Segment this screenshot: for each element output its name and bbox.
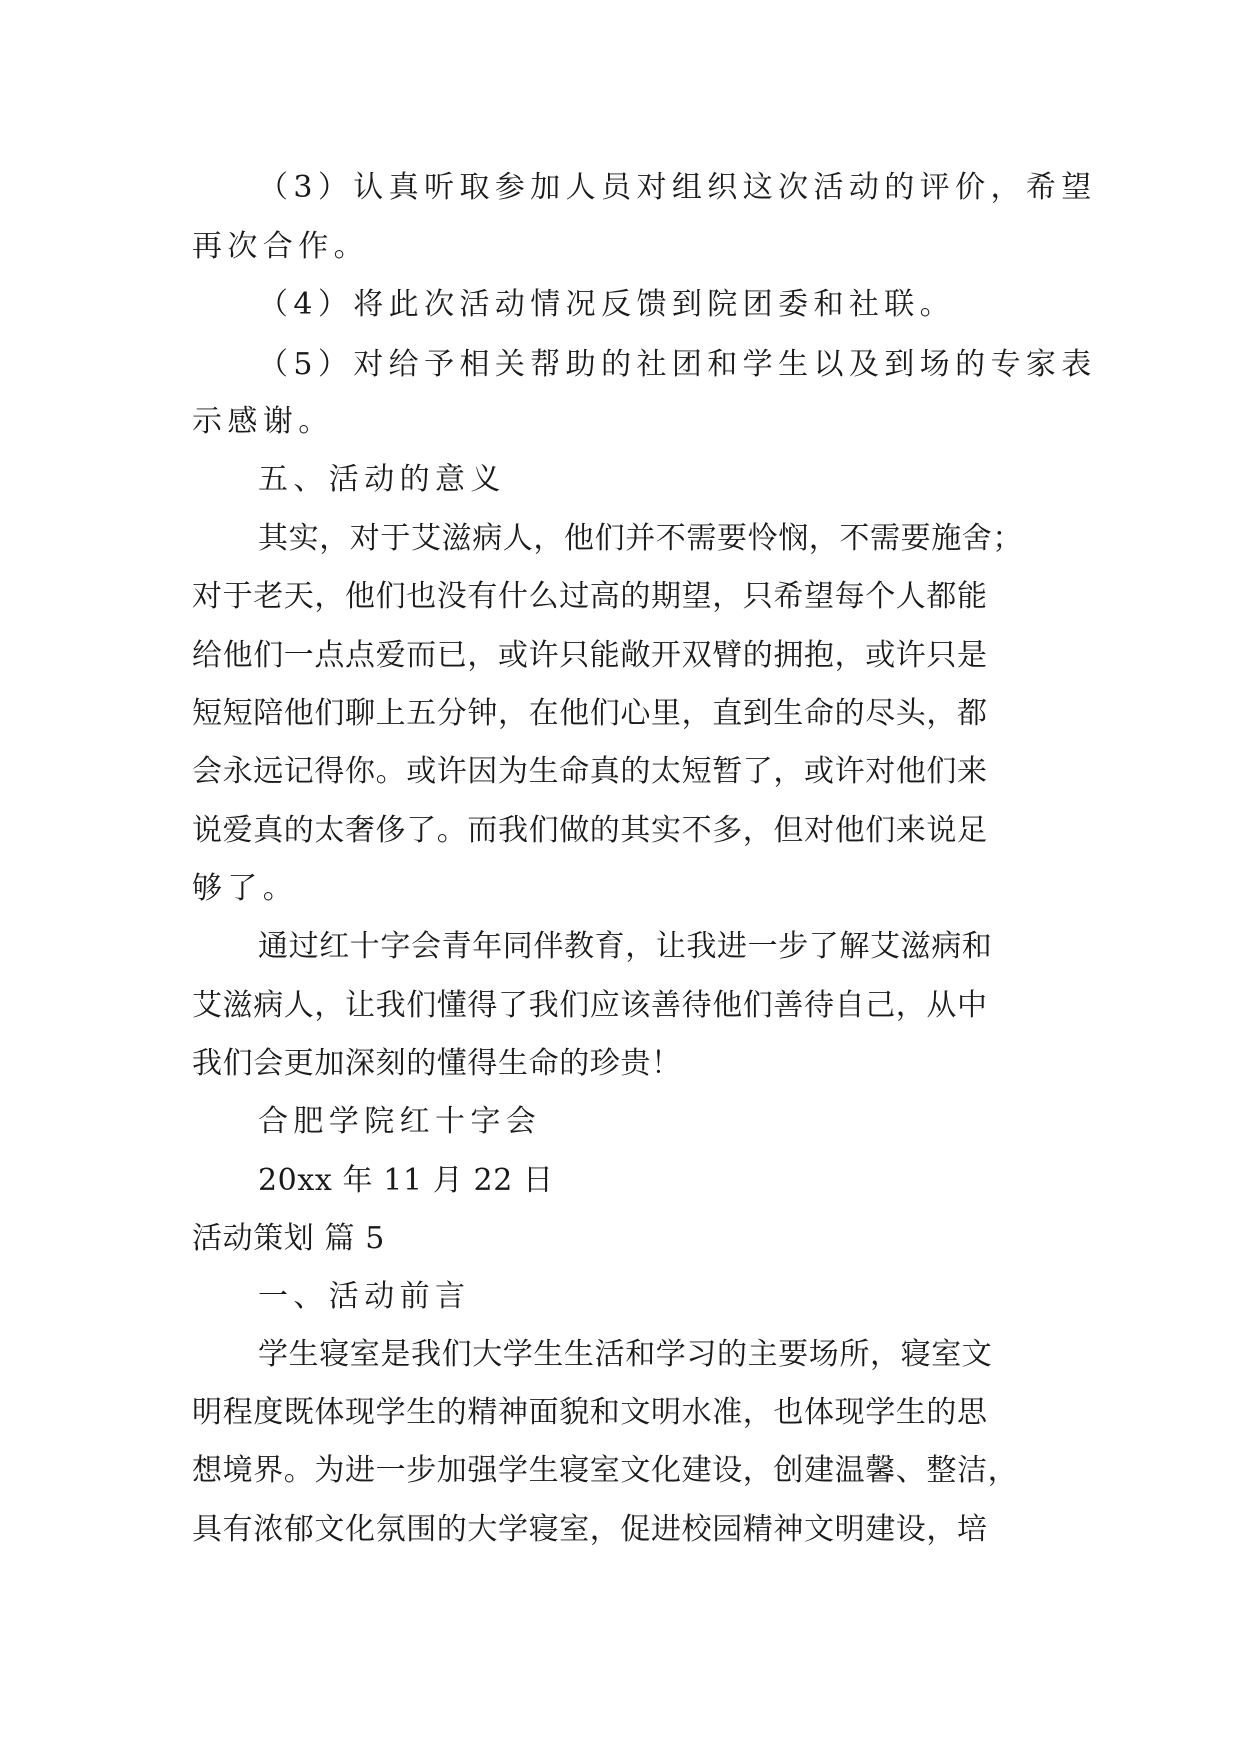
paragraph-line: （5）对给予相关帮助的社团和学生以及到场的专家表: [258, 347, 1097, 382]
paragraph-line: 具有浓郁文化氛围的大学寝室，促进校园精神文明建设，培: [192, 1512, 988, 1547]
paragraph-line: 我们会更加深刻的懂得生命的珍贵！: [192, 1046, 682, 1081]
paragraph-line: 示感谢。: [192, 404, 334, 439]
paragraph-line: （3）认真听取参加人员对组织这次活动的评价，希望: [258, 170, 1097, 205]
paragraph-line: 学生寝室是我们大学生生活和学习的主要场所，寝室文: [258, 1337, 993, 1372]
paragraph-line: （4）将此次活动情况反馈到院团委和社联。: [258, 287, 956, 322]
section-title: 活动策划 篇 5: [192, 1221, 385, 1256]
paragraph-line: 其实，对于艾滋病人，他们并不需要怜悯，不需要施舍；: [258, 521, 1023, 556]
paragraph-line: 短短陪他们聊上五分钟，在他们心里，直到生命的尽头，都: [192, 696, 988, 731]
paragraph-line: 对于老天，他们也没有什么过高的期望，只希望每个人都能: [192, 579, 988, 614]
paragraph-line: 会永远记得你。或许因为生命真的太短暂了，或许对他们来: [192, 754, 988, 789]
paragraph-line: 明程度既体现学生的精神面貌和文明水准，也体现学生的思: [192, 1395, 988, 1430]
paragraph-line: 说爱真的太奢侈了。而我们做的其实不多，但对他们来说足: [192, 813, 988, 848]
paragraph-line: 艾滋病人，让我们懂得了我们应该善待他们善待自己，从中: [192, 988, 988, 1023]
paragraph-line: 给他们一点点爱而已，或许只能敞开双臂的拥抱，或许只是: [192, 638, 988, 673]
paragraph-line: 再次合作。: [192, 229, 369, 264]
paragraph-line: 够了。: [192, 871, 299, 906]
signature-date: 20xx 年 11 月 22 日: [258, 1163, 554, 1198]
paragraph-line: 想境界。为进一步加强学生寝室文化建设，创建温馨、整洁，: [192, 1453, 1019, 1488]
section-heading: 五、活动的意义: [258, 462, 506, 497]
signature-organization: 合肥学院红十字会: [258, 1104, 542, 1139]
section-heading: 一、活动前言: [258, 1279, 471, 1314]
paragraph-line: 通过红十字会青年同伴教育，让我进一步了解艾滋病和: [258, 929, 993, 964]
